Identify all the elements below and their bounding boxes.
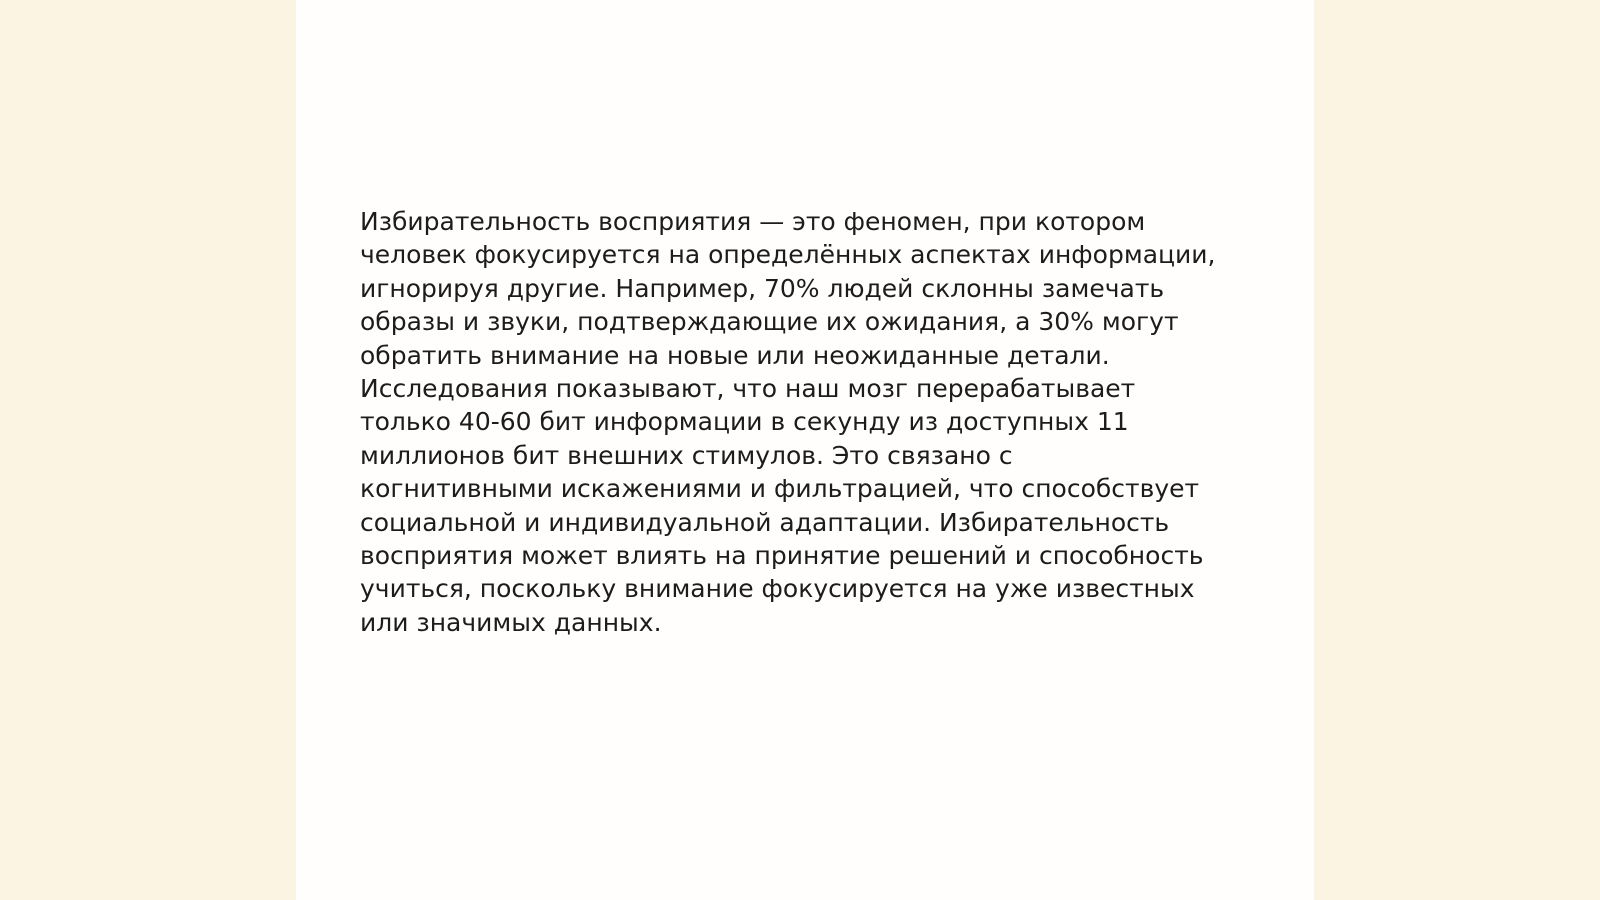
right-margin-panel — [1314, 0, 1600, 900]
document-page — [296, 0, 1314, 900]
body-paragraph: Избирательность восприятия — это феномен, при котором человек фокусируется на определённых аспектах информации, игнорируя другие. Например, 70% людей склонны замечать образы и звуки, подтверждающие их ожидания, а 30% могут обратить внимание на новые или неожиданные детали. Исследования показывают, что наш мозг перерабатывает только 40-60 бит информации в секунду из доступных 11 миллионов бит внешних стимулов. Это связано с когнитивными искажениями и фильтрацией, что способствует социальной и индивидуальной адаптации. Избирательность восприятия может влиять на принятие решений и способность учиться, поскольку внимание фокусируется на уже известных или значимых данных. — [360, 207, 1216, 637]
left-margin-panel — [0, 0, 296, 900]
